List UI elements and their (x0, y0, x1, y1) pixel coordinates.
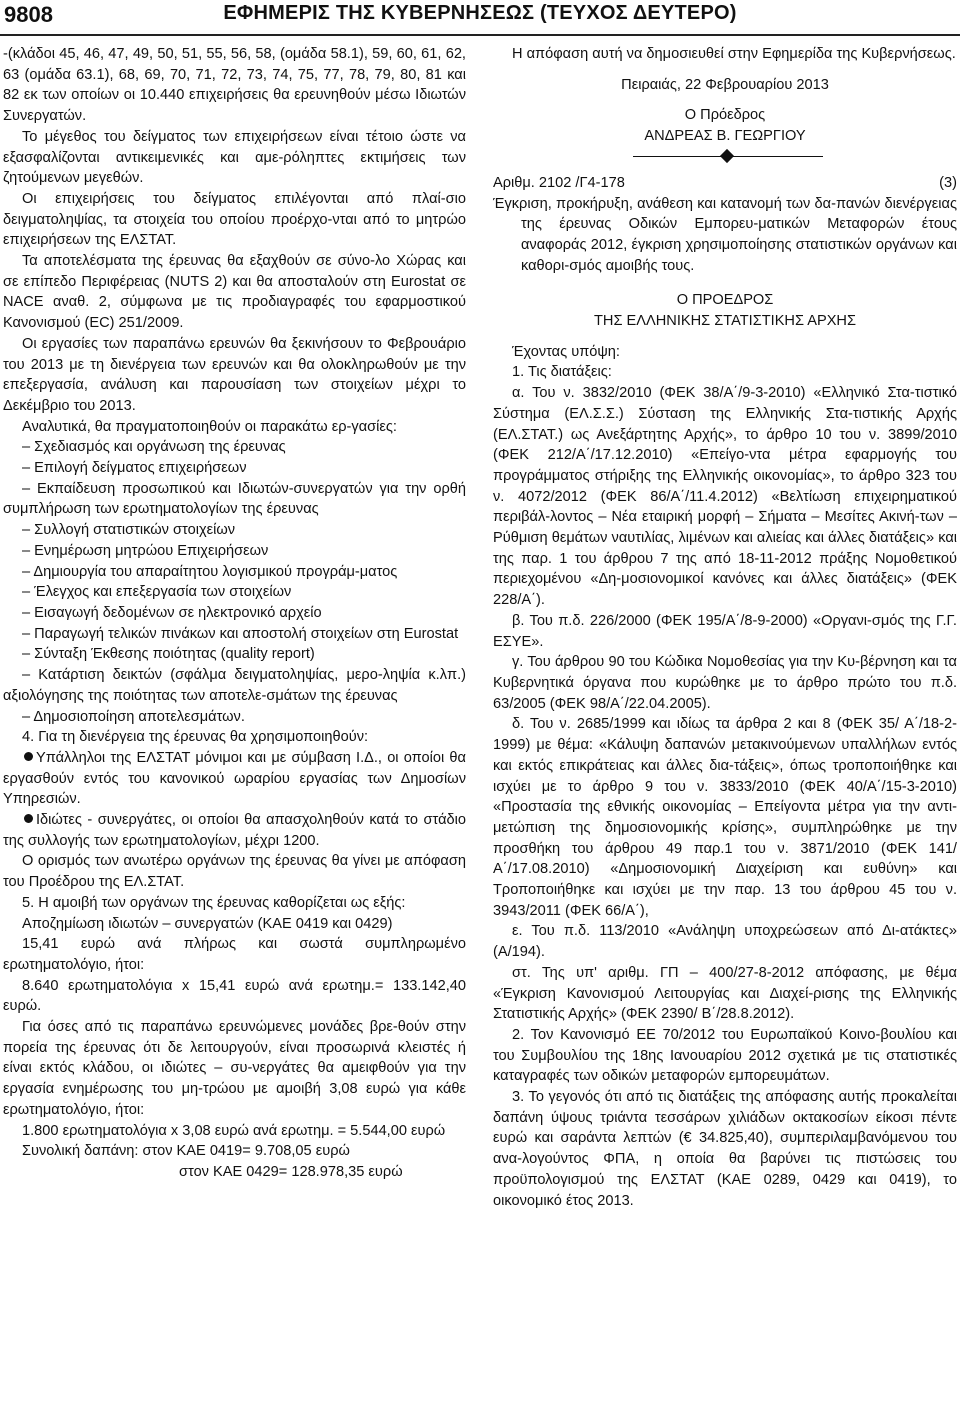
calculation-1: 8.640 ερωτηματολόγια x 15,41 ευρώ ανά ερωτημ.= 133.142,40 ευρώ. (3, 977, 466, 1015)
staffing-intro: 4. Για τη διενέργεια της έρευνας θα χρησιμοποιηθούν: (22, 729, 369, 746)
journal-title: ΕΦΗΜΕΡΙΣ ΤΗΣ ΚΥΒΕΡΝΗΣΕΩΣ (ΤΕΥΧΟΣ ΔΕΥΤΕΡΟ) (223, 2, 737, 24)
right-column (493, 44, 957, 1211)
authority-line-1: Ο ΠΡΟΕΔΡΟΣ (676, 292, 774, 309)
provision-c: γ. Του άρθρου 90 του Κώδικα Νομοθεσίας για την Κυ-βέρνηση και τα Κυβερνητικά όργανα που κυρώθηκε με το άρθρο πρώτο του π.δ. 63/2005 (ΦΕΚ 98/Α΄/22.04.2005). (493, 654, 957, 712)
decision-header (493, 173, 957, 194)
provision-d: δ. Του ν. 2685/1999 και ιδίως τα άρθρα 2 και 8 (ΦΕΚ 35/ Α΄/18-2-1999) με θέμα: «Κάλυψη δαπανών μετακινούμενων υπαλλήλων εντός και εκτός επικράτειας και άλλες δια-τάξεις», όπως τροποποιήθηκε και ισχύει με το άρθρο 9 του ν. 3833/2010 (ΦΕΚ 40/Α΄/15-3-2010) «Προστασία της εθνικής οικονομίας – Επείγοντα μέτρα για την αντι-μετώπιση της δημοσιονομικής κρίσης», συμπληρώθηκε με την προσθήκη του άρθρου 49 παρ.1 του ν. 3871/2010 (ΦΕΚ 141/Α΄/17.08.2010) «Δημοσιονομική Διαχείριση και ευθύνη» και Τροποποιήθηκε και ισχύει με την παρ. 13 του άρθρου 45 του ν. 3943/2011 (ΦΕΚ 66/Α΄), (493, 716, 957, 919)
decision-title: Έγκριση, προκήρυξη, ανάθεση και κατανομή των δα-πανών διενέργειας της έρευνας Οδικών Εμπορευ-ματικών Μεταφορών έτους αναφοράς 2012, έγκριση χρησιμοποίησης στατιστικών οργάνων και καθορι-σμός αμοιβής τους. (493, 195, 957, 274)
page-header (0, 0, 960, 34)
page-number: 9808 (4, 2, 53, 27)
total-cost-0429: στον ΚΑΕ 0429= 128.978,35 ευρώ (179, 1163, 403, 1180)
tasks-intro: Αναλυτικά, θα πραγματοποιηθούν οι παρακάτω ερ-γασίες: (22, 418, 397, 435)
section-divider (493, 149, 957, 163)
task-item: – Επιλογή δείγματος επιχειρήσεων (22, 460, 247, 477)
bullet-text: Ιδιώτες - συνεργάτες, οι οποίοι θα απασχοληθούν κατά το στάδιο της συλλογής των ερωτηματολογίων, μέχρι 1200. (3, 812, 466, 849)
provision-b: β. Του π.δ. 226/2000 (ΦΕΚ 195/Α΄/8-9-2000) «Οργανι-σμός της Γ.Γ. ΕΣΥΕ». (493, 612, 957, 650)
signatory-name: ΑΝΔΡΕΑΣ Β. ΓΕΩΡΓΙΟΥ (644, 128, 806, 145)
expenditure-paragraph: 3. Το γεγονός ότι από τις διατάξεις της απόφασης αυτής προκαλείται δαπάνη ύψους τριάντα τεσσάρων χιλιάδων οκτακοσίων είκοσι πέντε ευρώ και σαράντα λεπτών (€ 34.825,40), συμπεριλαμβανόμενου του ανα-λογούντος ΦΠΑ, η οποία θα βαρύνει τις πιστώσεις του προϋπολογισμού της ΕΛΣΤΑΤ (ΚΑΕ 0289, 0429 και 0419), το οικονομικό έτος 2013. (493, 1089, 957, 1209)
total-cost-0419: Συνολική δαπάνη: στον ΚΑΕ 0419= 9.708,05 ευρώ (22, 1143, 350, 1160)
inactive-units-paragraph: Για όσες από τις παραπάνω ερευνώμενες μονάδες βρε-θούν στην πορεία της έρευνας ότι δε λειτουργούν, είναι προσωρινά κλειστές ή είναι εκτός κλάδου, οι ιδιώτες – συ-νεργάτες θα αμειφθούν για την εργασία ενημέρωσης του μη-τρώου με αμοιβή 3,08 ευρώ για κάθε ερωτηματολόγιο, ήτοι: (3, 1019, 466, 1118)
staff-bullet-private (3, 810, 466, 851)
task-item: – Παραγωγή τελικών πινάκων και αποστολή στοιχείων στη Eurostat (22, 625, 459, 642)
task-item: – Ενημέρωση μητρώου Επιχειρήσεων (22, 542, 269, 559)
results-paragraph: Τα αποτελέσματα της έρευνας θα εξαχθούν σε σύνο-λο Χώρας και σε επίπεδο Περιφέρειας (NUTS 2) και θα αποσταλούν στη Eurostat σε NACE αναθ. 2, σύμφωνα με τις προδιαγραφές του εφαρμοστικού Κανονισμού (EC) 251/2009. (3, 253, 466, 332)
calculation-2: 1.800 ερωτηματολόγια x 3,08 ευρώ ανά ερωτημ. = 5.544,00 ευρώ (22, 1122, 446, 1139)
decision-index: (3) (939, 174, 957, 191)
place-date: Πειραιάς, 22 Φεβρουαρίου 2013 (621, 76, 829, 93)
provision-e: ε. Του π.δ. 113/2010 «Ανάληψη υποχρεώσεων από Δι-ατάκτες» (Α/194). (493, 923, 957, 961)
remuneration-intro: 5. Η αμοιβή των οργάνων της έρευνας καθορίζεται ως εξής: (22, 894, 406, 911)
compensation-heading: Αποζημίωση ιδιωτών – συνεργατών (ΚΑΕ 0419 και 0429) (22, 915, 393, 932)
publication-paragraph: Η απόφαση αυτή να δημοσιευθεί στην Εφημερίδα της Κυβερνήσεως. (512, 46, 956, 62)
decision-number: Αριθμ. 2102 /Γ4-178 (493, 174, 625, 191)
bullet-icon (24, 752, 33, 761)
task-item: – Δημοσιοποίηση αποτελεσμάτων. (22, 708, 245, 725)
bullet-icon (24, 814, 33, 823)
task-item: – Σύνταξη Έκθεσης ποιότητας (quality report) (22, 646, 315, 663)
provision-f: στ. Της υπ' αριθμ. ΓΠ – 400/27-8-2012 απόφασης, με θέμα «Έγκριση Κανονισμού Λειτουργίας και Διαχεί-ρισης της Ελληνικής Στατιστικής Αρχής» (ΦΕΚ 2390/ Β΄/28.8.2012). (493, 964, 957, 1023)
header-rule (0, 34, 960, 36)
staff-bullet-employees (3, 748, 466, 810)
provision-a: α. Του ν. 3832/2010 (ΦΕΚ 38/Α΄/9-3-2010) «Ελληνικό Στα-τιστικό Σύστημα (ΕΛ.Σ.Σ.) Σύσταση της Ελληνικής Στα-τιστικής Αρχής (ΕΛ.ΣΤΑΤ.) ως Ανεξάρτητης Αρχής», το άρθρο 10 του ν. 3899/2010 (ΦΕΚ 212/Α΄/17.12.2010) «Επείγο-ντα μέτρα εφαρμογής του προγράμματος στήριξης της Ελληνικής οικονομίας», το άρθρο 323 του ν. 4072/2012 (ΦΕΚ 86/Α΄/11.4.2012) «Βελτίωση επιχειρηματικού περιβάλ-λοντος – Νέα εταιρική μορφή – Σήματα – Μεσίτες Ακινή-των – Ρύθμιση θεμάτων ναυτιλίας, λιμένων και αλιείας και άλλες διατάξεις» και της παρ. 1 του άρθρου 7 της από 18-11-2012 πράξης Νομοθετικού περιεχομένου «Δη-μοσιονομικοί κανόνες και άλλες διατάξεις» (ΦΕΚ 228/Α΄). (493, 385, 957, 609)
task-item: – Σχεδιασμός και οργάνωση της έρευνας (22, 439, 286, 456)
sampling-frame-paragraph: Οι επιχειρήσεις του δείγματος επιλέγονται από πλαί-σιο δειγματοληψίας, τα στοιχεία του οποίου προέρχο-νται από το μητρώο επιχειρήσεων της ΕΛΣΤΑΤ. (3, 190, 466, 249)
task-item: – Εκπαίδευση προσωπικού και Ιδιωτών-συνεργατών για την ορθή συμπλήρωση των ερωτηματολογίων της έρευνας (3, 480, 466, 518)
regulation-paragraph: 2. Τον Κανονισμό ΕΕ 70/2012 του Ευρωπαϊκού Κοινο-βουλίου και του Συμβουλίου της 18ης Ιανουαρίου 2012 σχετικά με τις στατιστικές καταγραφές των οδικών μεταφορών εμπορευμάτων. (493, 1026, 957, 1085)
task-item: – Κατάρτιση δεικτών (σφάλμα δειγματοληψίας, μερο-ληψία κ.λπ.) αξιολόγησης της ποιότητας των αποτελε-σμάτων της έρευνας (3, 667, 466, 704)
diamond-icon (720, 149, 734, 163)
provisions-heading: 1. Τις διατάξεις: (512, 364, 612, 381)
having-regard: Έχοντας υπόψη: (512, 343, 620, 360)
signatory-role: Ο Πρόεδρος (684, 107, 766, 124)
schedule-paragraph: Οι εργασίες των παραπάνω ερευνών θα ξεκινήσουν το Φεβρουάριο του 2013 με τη διενέργεια των ερευνών και θα ολοκληρωθούν με την επεξεργασία, ανάλυση και παρουσίαση των στοιχείων μέχρι το Δεκέμβριο του 2013. (3, 335, 466, 414)
authority-line-2: ΤΗΣ ΕΛΛΗΝΙΚΗΣ ΣΤΑΤΙΣΤΙΚΗΣ ΑΡΧΗΣ (593, 313, 856, 330)
sample-size-paragraph: Το μέγεθος του δείγματος των επιχειρήσεων είναι τέτοιο ώστε να εξασφαλίζονται αντικειμενικές και αμε-ρόληπτες εκτιμήσεις των ζητούμενων μεγεθών. (3, 128, 466, 187)
appointment-paragraph: Ο ορισμός των ανωτέρω οργάνων της έρευνας θα γίνει με απόφαση του Προέδρου της ΕΛ.ΣΤΑΤ. (3, 853, 466, 891)
task-item: – Συλλογή στατιστικών στοιχείων (22, 522, 236, 539)
task-item: – Εισαγωγή δεδομένων σε ηλεκτρονικό αρχείο (22, 604, 322, 621)
task-item: – Δημιουργία του απαραίτητου λογισμικού προγράμ-ματος (22, 563, 398, 580)
task-list (3, 437, 466, 727)
rate-paragraph: 15,41 ευρώ ανά πλήρως και σωστά συμπληρωμένο ερωτηματολόγιο, ήτοι: (3, 936, 466, 973)
sector-list-paragraph: -(κλάδοι 45, 46, 47, 49, 50, 51, 55, 56, 58, (ομάδα 58.1), 59, 60, 61, 62, 63 (ομάδα 63.1), 68, 69, 70, 71, 72, 73, 74, 75, 77, 78, 79, 80, 81 και 82 εκ των οποίων οι 10.440 επιχειρήσεις θα ερευνηθούν μέσω Ιδιωτών Συνεργατών. (3, 46, 466, 125)
task-item: – Έλεγχος και επεξεργασία των στοιχείων (22, 584, 292, 601)
bullet-text: Υπάλληλοι της ΕΛΣΤΑΤ μόνιμοι και με σύμβαση Ι.Δ., οι οποίοι θα εργασθούν εντός του κανονικού ωραρίου εργασίας των Δημοσίων Υπηρεσιών. (3, 749, 466, 808)
left-column (3, 44, 466, 1183)
